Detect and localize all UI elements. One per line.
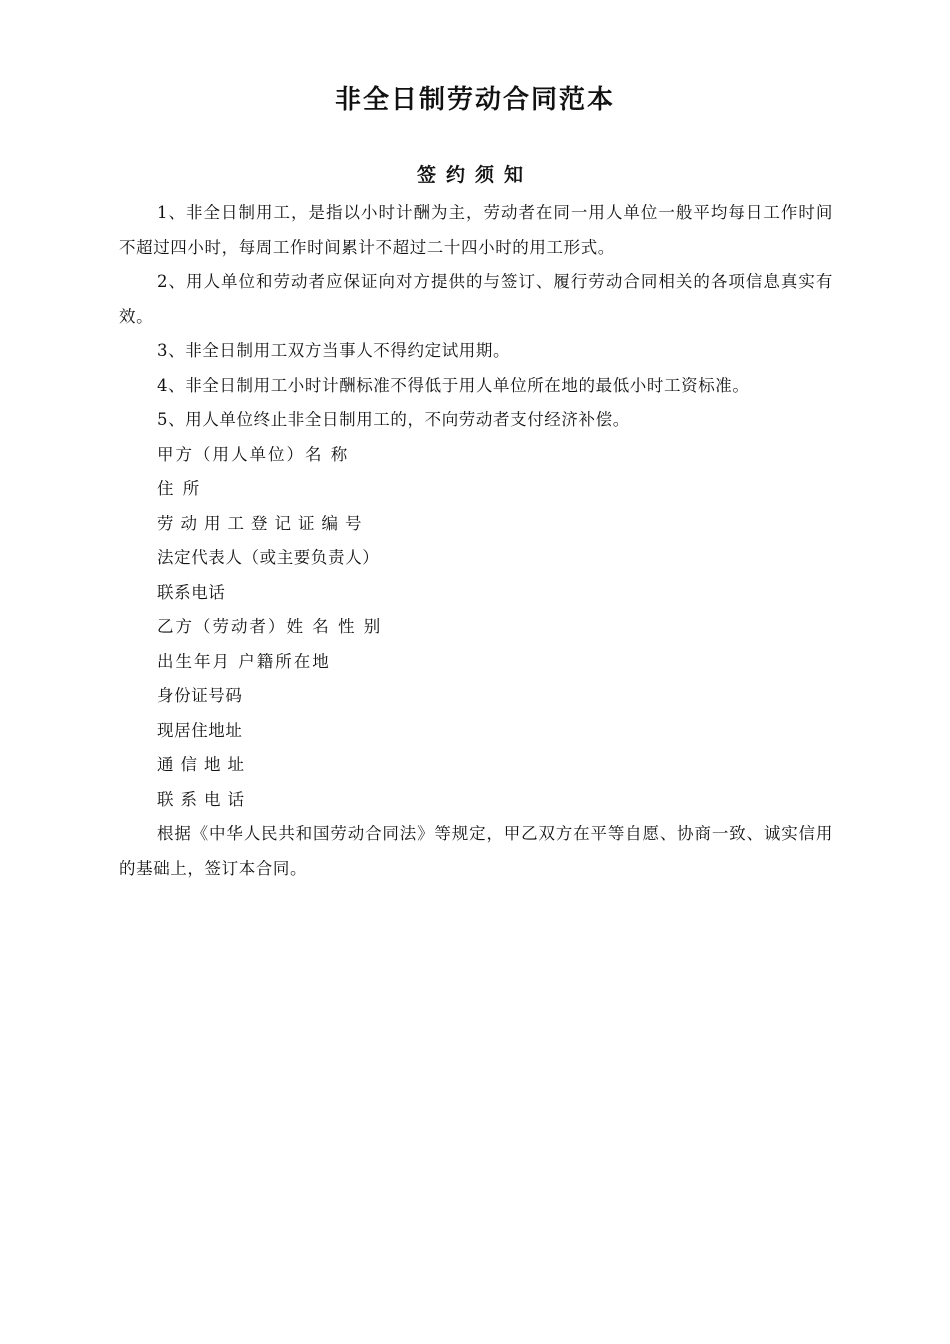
- party-a-registration-label: 劳动用工登记证编号: [157, 513, 369, 533]
- notice-item: 4、非全日制用工小时计酬标准不得低于用人单位所在地的最低小时工资标准。: [157, 375, 750, 395]
- party-a-phone-label: 联系电话: [157, 582, 226, 602]
- party-b-mailing-address-label: 通信地址: [157, 755, 251, 774]
- section-title: 签约须知: [416, 164, 533, 186]
- document-title: 非全日制劳动合同范本: [334, 85, 615, 115]
- notice-item: 2、用人单位和劳动者应保证向对方提供的与签订、履行劳动合同相关的各项信息真实有效。: [119, 272, 833, 326]
- notice-item: 1、非全日制用工，是指以小时计酬为主，劳动者在同一用人单位一般平均每日工作时间不超过四小时，每周工作时间累计不超过二十四小时的用工形式。: [119, 203, 833, 257]
- party-a-name-label: 甲方（用人单位）名 称: [157, 444, 350, 464]
- document-body: [119, 196, 833, 886]
- party-a-representative-label: 法定代表人（或主要负责人）: [157, 548, 380, 567]
- party-a-address-label: 住 所: [157, 479, 202, 498]
- party-b-id-label: 身份证号码: [157, 686, 243, 705]
- closing-paragraph: 根据《中华人民共和国劳动合同法》等规定，甲乙双方在平等自愿、协商一致、诚实信用的基础上，签订本合同。: [119, 824, 833, 878]
- party-b-name-gender-label: 乙方（劳动者）姓 名 性 别: [157, 617, 383, 636]
- party-b-phone-label: 联系电话: [157, 789, 251, 809]
- notice-item: 5、用人单位终止非全日制用工的，不向劳动者支付经济补偿。: [157, 410, 630, 429]
- party-b-current-address-label: 现居住地址: [157, 720, 243, 740]
- party-b-birth-household-label: 出生年月 户籍所在地: [157, 651, 331, 671]
- notice-item: 3、非全日制用工双方当事人不得约定试用期。: [157, 341, 511, 360]
